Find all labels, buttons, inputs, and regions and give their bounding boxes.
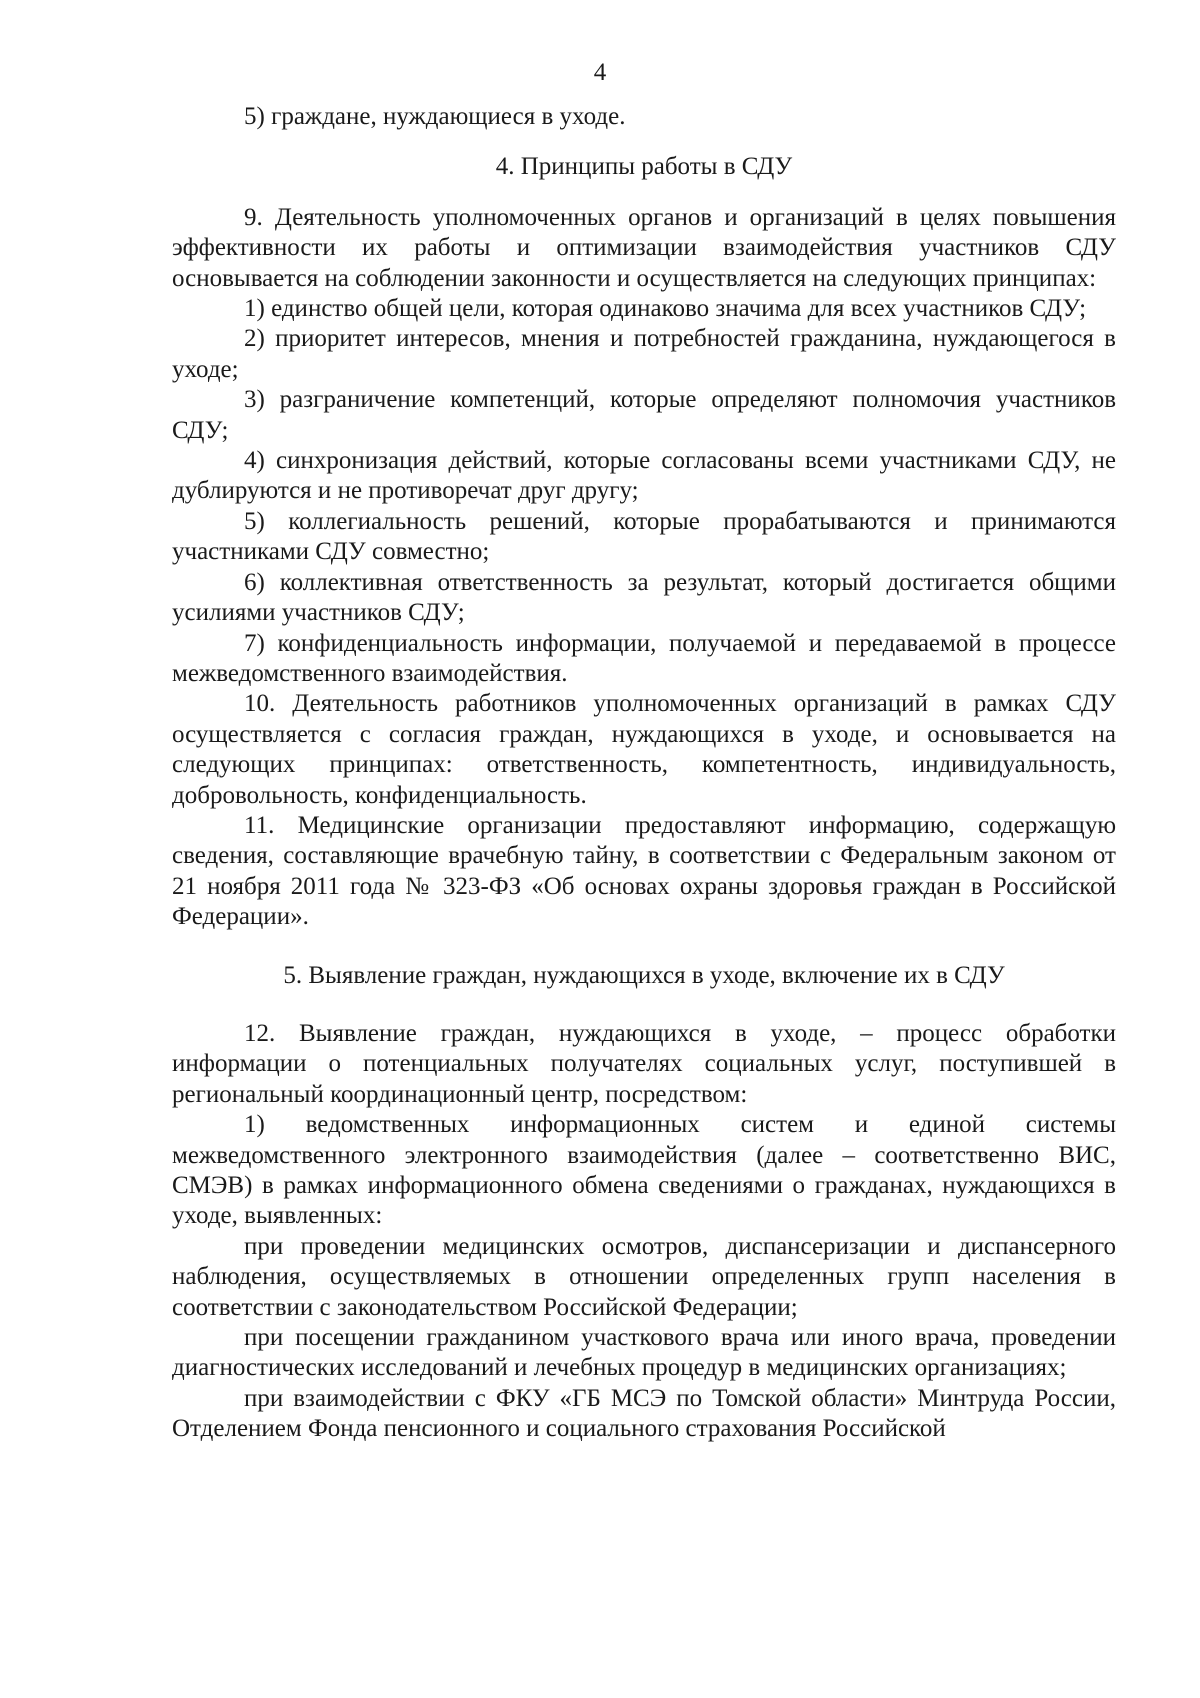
document-body [172,102,1116,1445]
list-item: 5) граждане, нуждающиеся в уходе. [244,103,626,130]
paragraph: 11. Медицинские организации предоставляют информацию, содержащую сведения, составляющие врачебную тайну, в соответствии с Федеральным законом от 21 ноября 2011 года № 323-ФЗ «Об основах охраны здоровья граждан в Российской Федерации». [172,811,1116,931]
section-heading: 4. Принципы работы в СДУ [495,153,793,181]
paragraph: 12. Выявление граждан, нуждающихся в уходе, – процесс обработки информации о потенциальных получателях социальных услуг, поступившей в региональный координационный центр, посредством: [172,1019,1116,1108]
list-item: 1) ведомственных информационных систем и единой системы межведомственного электронного взаимодействия (далее – соответственно ВИС, СМЭВ) в рамках информационного обмена сведениями о гражданах, нуждающихся в уходе, выявленных: [172,1111,1116,1230]
list-item: 1) единство общей цели, которая одинаково значима для всех участников СДУ; [244,295,1087,323]
paragraph: 10. Деятельность работников уполномоченных организаций в рамках СДУ осуществляется с согласия граждан, нуждающихся в уходе, и основывается на следующих принципах: ответственность, компетентность, индивидуальность, добровольность, конфиденциальность. [172,690,1116,809]
list-item: 3) разграничение компетенций, которые определяют полномочия участников СДУ; [172,386,1116,444]
paragraph: при взаимодействии с ФКУ «ГБ МСЭ по Томской области» Минтруда России, Отделением Фонда пенсионного и социального страхования Российской [172,1384,1116,1443]
list-item: 7) конфиденциальность информации, получаемой и передаваемой в процессе межведомственного взаимодействия. [172,629,1116,687]
list-item: 5) коллегиальность решений, которые прорабатываются и принимаются участниками СДУ совместно; [172,507,1116,566]
section-heading: 5. Выявление граждан, нуждающихся в уходе, включение их в СДУ [283,961,1005,989]
page-number: 4 [593,59,607,86]
list-item: 4) синхронизация действий, которые согласованы всеми участниками СДУ, не дублируются и не противоречат друг другу; [172,447,1116,505]
list-item: 6) коллективная ответственность за результат, который достигается общими усилиями участников СДУ; [172,568,1116,627]
paragraph: при проведении медицинских осмотров, диспансеризации и диспансерного наблюдения, осуществляемых в отношении определенных групп населения в соответствии с законодательством Российской Федерации; [172,1232,1116,1321]
list-item: 2) приоритет интересов, мнения и потребностей гражданина, нуждающегося в уходе; [172,325,1116,383]
paragraph: при посещении гражданином участкового врача или иного врача, проведении диагностических исследований и лечебных процедур в медицинских организациях; [172,1324,1116,1382]
paragraph: 9. Деятельность уполномоченных органов и организаций в целях повышения эффективности их работы и оптимизации взаимодействия участников СДУ основывается на соблюдении законности и осуществляется на следующих принципах: [172,203,1116,292]
